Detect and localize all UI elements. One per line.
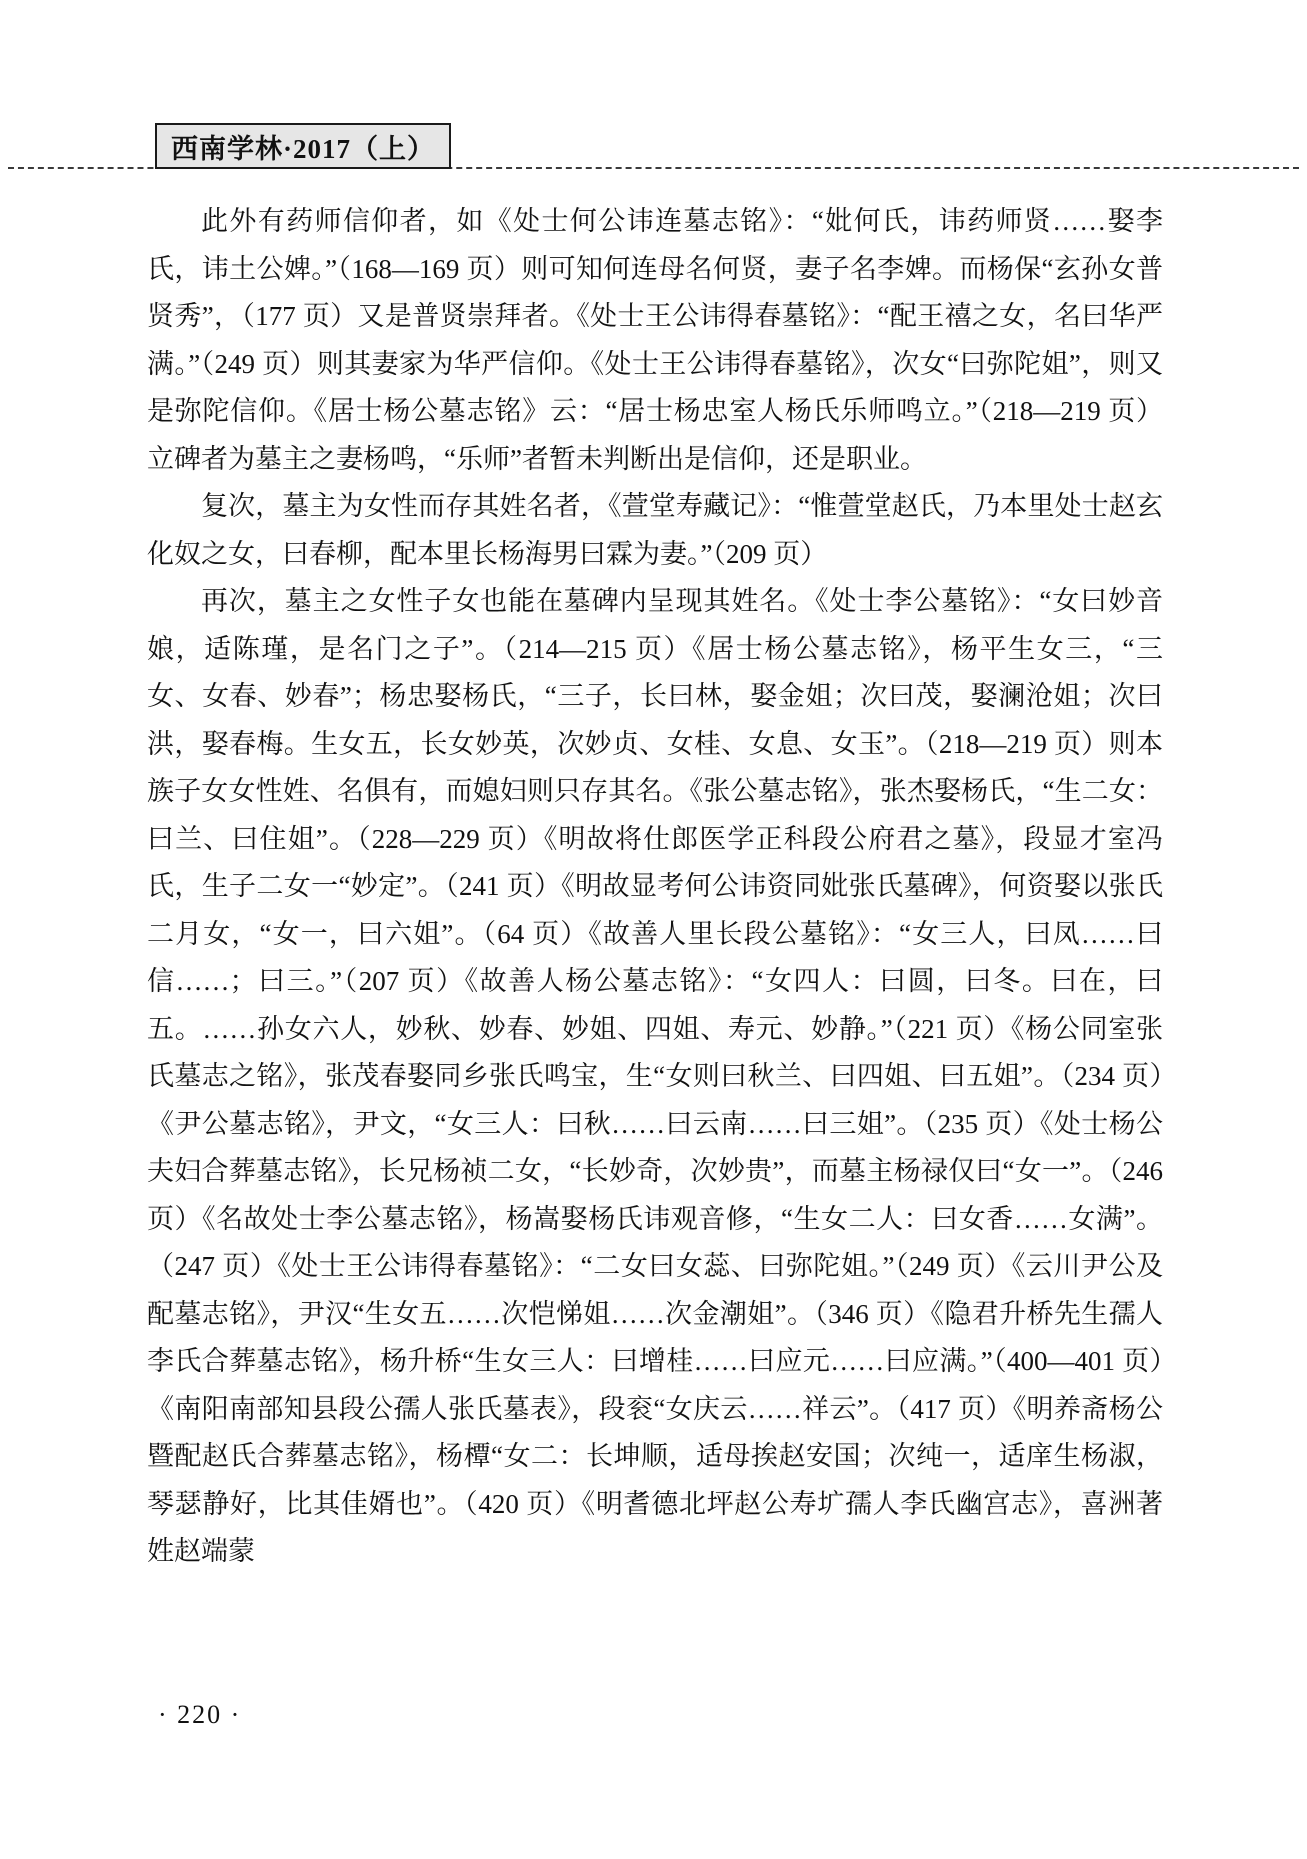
body-paragraph: 再次，墓主之女性子女也能在墓碑内呈现其姓名。《处士李公墓铭》：“女曰妙音娘，适陈瑾，是名门之子”。（214—215 页）《居士杨公墓志铭》，杨平生女三，“三女、女春、妙春”；杨忠娶杨氏，“三子，长曰林，娶金姐；次曰茂，娶澜沧姐；次曰洪，娶春梅。生女五，长女妙英，次妙贞、女桂、女息、女玉”。（218—219 页）则本族子女女性姓、名俱有，而媳妇则只存其名。《张公墓志铭》，张杰娶杨氏，“生二女：曰兰、曰住姐”。（228—229 页）《明故将仕郎医学正科段公府君之墓》，段显才室冯氏，生子二女一“妙定”。（241 页）《明故显考何公讳资同妣张氏墓碑》，何资娶以张氏二月女，“女一，曰六姐”。（64 页）《故善人里长段公墓铭》：“女三人，曰凤……曰信……；曰三。”（207 页）《故善人杨公墓志铭》：“女四人：曰圆，曰冬。曰在，曰五。……孙女六人，妙秋、妙春、妙姐、四姐、寿元、妙静。”（221 页）《杨公同室张氏墓志之铭》，张茂春娶同乡张氏鸣宝，生“女则曰秋兰、曰四姐、曰五姐”。（234 页）《尹公墓志铭》，尹文，“女三人：曰秋……曰云南……曰三姐”。（235 页）《处士杨公夫妇合葬墓志铭》，长兄杨祯二女，“长妙奇，次妙贵”，而墓主杨禄仅曰“女一”。（246 页）《名故处士李公墓志铭》，杨嵩娶杨氏讳观音修，“生女二人：曰女香……女满”。（247 页）《处士王公讳得春墓铭》：“二女曰女蕊、曰弥陀姐。”（249 页）《云川尹公及配墓志铭》，尹汉“生女五……次恺悌姐……次金潮姐”。（346 页）《隐君升桥先生孺人李氏合葬墓志铭》，杨升桥“生女三人：曰增桂……曰应元……曰应满。”（400—401 页）《南阳南部知县段公孺人张氏墓表》，段衮“女庆云……祥云”。（417 页）《明养斋杨公暨配赵氏合葬墓志铭》，杨橝“女二：长坤顺，适母挨赵安国；次纯一，适庠生杨淑，琴瑟静好，比其佳婿也”。（420 页）《明耆德北坪赵公寿圹孺人李氏幽宫志》，喜洲著姓赵端蒙 bbox=[147, 586, 1163, 1566]
body-paragraph: 此外有药师信仰者，如《处士何公讳连墓志铭》：“妣何氏，讳药师贤……娶李氏，讳土公婢。”（168—169 页）则可知何连母名何贤，妻子名李婢。而杨保“玄孙女普贤秀”，（177 页）又是普贤崇拜者。《处士王公讳得春墓铭》：“配王禧之女，名曰华严满。”（249 页）则其妻家为华严信仰。《处士王公讳得春墓铭》，次女“曰弥陀姐”，则又是弥陀信仰。《居士杨公墓志铭》云：“居士杨忠室人杨氏乐师鸣立。”（218—219 页）立碑者为墓主之妻杨鸣，“乐师”者暂未判断出是信仰，还是职业。 bbox=[147, 206, 1163, 474]
page-number: · 220 · bbox=[158, 1700, 242, 1729]
body-text bbox=[147, 198, 1163, 1576]
journal-title: 西南学林·2017（上） bbox=[171, 133, 436, 164]
body-paragraph: 复次，墓主为女性而存其姓名者，《萱堂寿藏记》：“惟萱堂赵氏，乃本里处士赵玄化奴之女，曰春柳，配本里长杨海男曰霖为妻。”（209 页） bbox=[147, 491, 1163, 569]
journal-title-box bbox=[155, 123, 451, 169]
